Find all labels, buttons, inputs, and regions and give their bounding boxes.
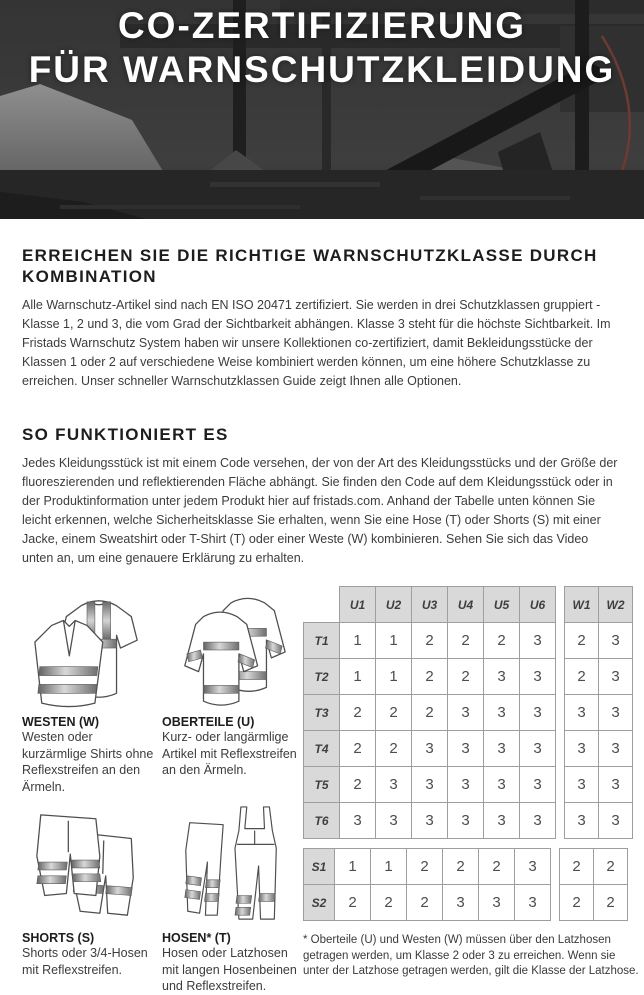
matrix-cell: 3 xyxy=(520,767,556,803)
vest-and-tshirt-illustration xyxy=(22,589,154,711)
legend-text-oberteile: Kurz- oder langärmlige Artikel mit Reflexstreifen an den Ärmeln. xyxy=(162,730,297,777)
matrix-row-header: S1 xyxy=(304,849,335,885)
matrix-cell: 3 xyxy=(412,731,448,767)
matrix-cell: 3 xyxy=(520,695,556,731)
matrix-cell: 3 xyxy=(599,695,633,731)
legend-title-westen: WESTEN (W) xyxy=(22,715,100,729)
matrix-cell: 2 xyxy=(412,659,448,695)
matrix-row-header: T6 xyxy=(304,803,340,839)
legend-title-shorts: SHORTS (S) xyxy=(22,931,95,945)
matrix-cell: 3 xyxy=(376,803,412,839)
matrix-cell: 2 xyxy=(479,849,515,885)
matrix-cell: 2 xyxy=(407,885,443,921)
page-title-line1: CO-ZERTIFIZIERUNG xyxy=(117,5,527,46)
matrix-col-header: U6 xyxy=(520,587,556,623)
matrix-cell: 2 xyxy=(448,623,484,659)
legend-item-shorts xyxy=(22,805,154,995)
matrix-cell: 3 xyxy=(515,849,551,885)
matrix-s-row-group xyxy=(303,848,644,921)
matrix-table-trousers-vests xyxy=(564,586,633,839)
section-body-kombination: Alle Warnschutz-Artikel sind nach EN ISO 20471 zertifiziert. Sie werden in drei Schutzklassen gruppiert - Klasse 1, 2 und 3, die vom Grad der Sichtbarkeit abhängen. Klasse 3 steht für die höchste Sichtbarkeit. Im Fristads Warnschutz System haben wir unsere Kollektionen co-zertifiziert, damit Bekleidungsstücke der Klassen 1 oder 2 auf verschiedene Weise kombiniert werden können, um eine höhere Schutzklasse zu erreichen. Unser schneller Warnschutzklassen Guide zeigt Ihnen alle Optionen. xyxy=(22,298,611,388)
legend-item-oberteile xyxy=(162,589,304,795)
matrix-cell: 2 xyxy=(340,767,376,803)
page-title-line2: FÜR WARNSCHUTZKLEIDUNG xyxy=(28,49,616,90)
matrix-cell: 3 xyxy=(484,731,520,767)
certification-matrix xyxy=(303,586,644,980)
matrix-col-header: U5 xyxy=(484,587,520,623)
matrix-cell: 3 xyxy=(376,767,412,803)
section-heading-line2: KOMBINATION xyxy=(22,267,157,286)
matrix-cell: 2 xyxy=(376,731,412,767)
hero-banner xyxy=(0,0,644,219)
matrix-cell: 2 xyxy=(340,695,376,731)
matrix-cell: 3 xyxy=(479,885,515,921)
matrix-cell: 2 xyxy=(376,695,412,731)
matrix-cell: 3 xyxy=(448,731,484,767)
matrix-cell: 2 xyxy=(565,623,599,659)
matrix-cell: 3 xyxy=(565,803,599,839)
long-sleeve-tops-illustration xyxy=(162,589,304,711)
matrix-cell: 2 xyxy=(340,731,376,767)
matrix-row-header: T5 xyxy=(304,767,340,803)
matrix-cell: 3 xyxy=(412,803,448,839)
matrix-cell: 2 xyxy=(335,885,371,921)
matrix-table xyxy=(564,586,633,839)
matrix-cell: 3 xyxy=(565,767,599,803)
matrix-cell: 3 xyxy=(515,885,551,921)
page-title xyxy=(0,4,644,92)
matrix-cell: 2 xyxy=(560,849,594,885)
matrix-row-header: S2 xyxy=(304,885,335,921)
matrix-cell: 3 xyxy=(520,659,556,695)
matrix-cell: 2 xyxy=(484,623,520,659)
matrix-cell: 2 xyxy=(565,659,599,695)
matrix-cell: 2 xyxy=(443,849,479,885)
matrix-cell: 3 xyxy=(412,767,448,803)
matrix-cell: 3 xyxy=(448,695,484,731)
matrix-cell: 3 xyxy=(565,695,599,731)
matrix-cell: 3 xyxy=(599,659,633,695)
matrix-cell: 3 xyxy=(599,803,633,839)
matrix-cell: 3 xyxy=(484,803,520,839)
section-heading-kombination xyxy=(22,245,620,287)
matrix-cell: 1 xyxy=(340,623,376,659)
warnschutz-guide xyxy=(0,586,644,993)
matrix-cell: 1 xyxy=(340,659,376,695)
matrix-table-shorts-tops xyxy=(303,848,551,921)
section-heading-so-funktioniert-es: SO FUNKTIONIERT ES xyxy=(22,425,229,444)
matrix-cell: 1 xyxy=(376,659,412,695)
garment-legend xyxy=(22,589,304,995)
matrix-cell: 3 xyxy=(484,659,520,695)
matrix-cell: 2 xyxy=(594,849,628,885)
matrix-cell: 3 xyxy=(520,623,556,659)
matrix-col-header: U3 xyxy=(412,587,448,623)
matrix-col-header: U4 xyxy=(448,587,484,623)
matrix-t-row-group xyxy=(303,586,644,839)
matrix-cell: 3 xyxy=(565,731,599,767)
matrix-table xyxy=(303,586,556,839)
matrix-cell: 2 xyxy=(560,885,594,921)
matrix-cell: 3 xyxy=(599,767,633,803)
matrix-cell: 3 xyxy=(448,803,484,839)
matrix-table-trousers-tops xyxy=(303,586,556,839)
matrix-table xyxy=(559,848,628,921)
matrix-col-header: U1 xyxy=(340,587,376,623)
legend-title-oberteile: OBERTEILE (U) xyxy=(162,715,255,729)
shorts-illustration xyxy=(22,805,154,927)
matrix-table-shorts-vests xyxy=(559,848,628,921)
legend-item-westen xyxy=(22,589,154,795)
legend-text-shorts: Shorts oder 3/4-Hosen mit Reflexstreifen. xyxy=(22,946,148,977)
matrix-row-header: T2 xyxy=(304,659,340,695)
matrix-col-header: U2 xyxy=(376,587,412,623)
matrix-footnote: * Oberteile (U) und Westen (W) müssen über den Latzhosen getragen werden, um Klasse 2 oder 3 zu erreichen. Wenn sie unter der Latzhose getragen werden, gilt die Klasse der Latzhose. xyxy=(303,934,639,977)
matrix-row-header: T4 xyxy=(304,731,340,767)
legend-text-hosen: Hosen oder Latzhosen mit langen Hosenbeinen und Reflexstreifen. xyxy=(162,946,297,993)
matrix-corner-cell xyxy=(304,587,340,623)
section-heading-line1: ERREICHEN SIE DIE RICHTIGE WARNSCHUTZKLASSE DURCH xyxy=(22,246,598,265)
matrix-cell: 2 xyxy=(412,695,448,731)
trousers-illustration xyxy=(162,805,304,927)
matrix-cell: 3 xyxy=(484,695,520,731)
matrix-row-header: T1 xyxy=(304,623,340,659)
matrix-cell: 3 xyxy=(448,767,484,803)
matrix-cell: 2 xyxy=(594,885,628,921)
matrix-cell: 3 xyxy=(484,767,520,803)
matrix-cell: 3 xyxy=(443,885,479,921)
matrix-col-header: W1 xyxy=(565,587,599,623)
matrix-table xyxy=(303,848,551,921)
section-body-so-funktioniert-es: Jedes Kleidungsstück ist mit einem Code versehen, der von der Art des Kleidungsstücks und der Größe der fluoreszierenden und reflektierenden Fläche abhängt. Sie finden den Code auf dem Kleidungsstück oder in der Produktinformation unter jedem Produkt hier auf fristads.com. Anhand der Tabelle unten können Sie leicht erkennen, welche Sicherheitsklasse Sie erhalten, wenn Sie eine Hose (T) oder Shorts (S) mit einer Jacke, einem Sweatshirt oder T-Shirt (T) oder einer Weste (W) kombinieren. Sehen Sie sich das Video unten an, um eine genauere Erklärung zu erhalten. xyxy=(22,456,618,565)
matrix-col-header: W2 xyxy=(599,587,633,623)
matrix-cell: 1 xyxy=(371,849,407,885)
legend-text-westen: Westen oder kurzärmlige Shirts ohne Reflexstreifen an den Ärmeln. xyxy=(22,730,154,794)
intro-sections xyxy=(0,219,644,568)
matrix-cell: 2 xyxy=(412,623,448,659)
matrix-cell: 3 xyxy=(520,803,556,839)
legend-item-hosen xyxy=(162,805,304,995)
matrix-cell: 2 xyxy=(407,849,443,885)
matrix-cell: 3 xyxy=(520,731,556,767)
legend-title-hosen: HOSEN* (T) xyxy=(162,931,231,945)
matrix-cell: 1 xyxy=(335,849,371,885)
matrix-cell: 1 xyxy=(376,623,412,659)
matrix-cell: 2 xyxy=(371,885,407,921)
matrix-cell: 3 xyxy=(599,731,633,767)
matrix-cell: 3 xyxy=(340,803,376,839)
matrix-cell: 2 xyxy=(448,659,484,695)
matrix-cell: 3 xyxy=(599,623,633,659)
matrix-row-header: T3 xyxy=(304,695,340,731)
